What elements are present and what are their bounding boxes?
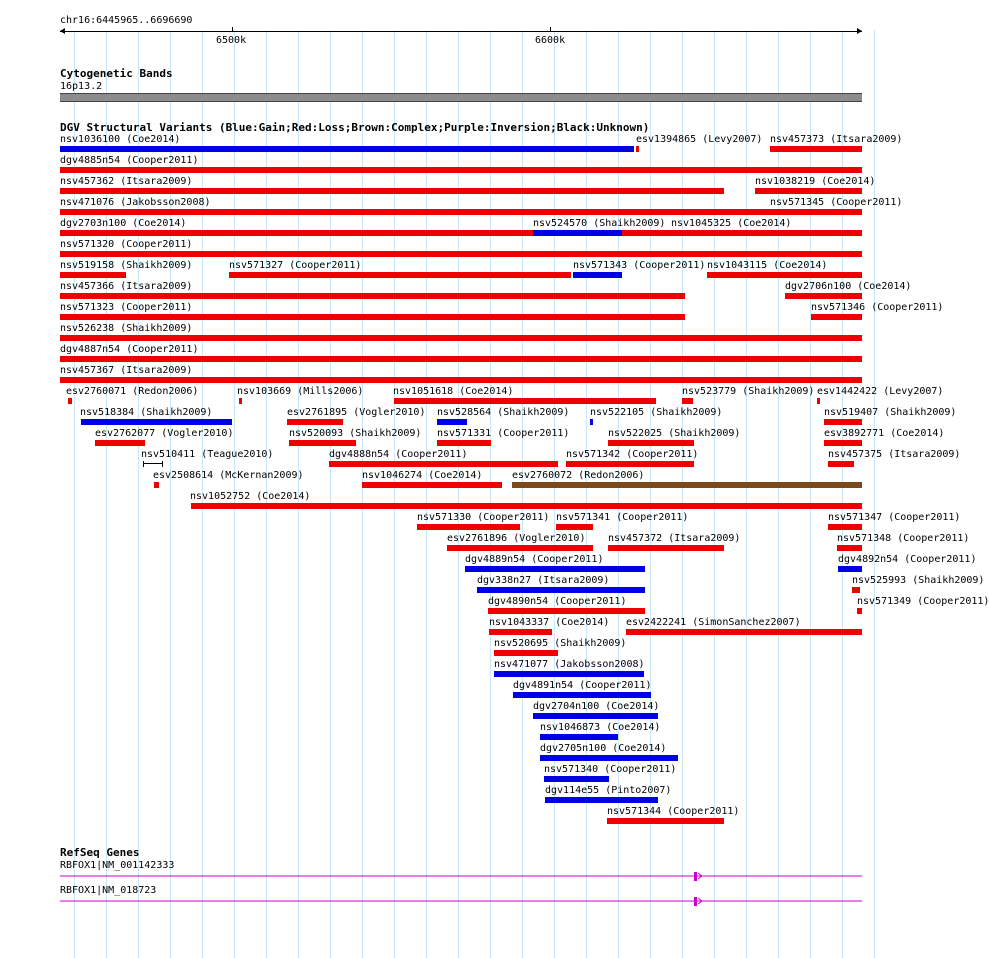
ruler-label-6600k: 6600k xyxy=(535,35,566,46)
sv-label[interactable]: nsv471077 (Jakobsson2008) xyxy=(494,659,645,670)
sv-label[interactable]: esv2508614 (McKernan2009) xyxy=(153,470,304,481)
sv-label[interactable]: nsv519407 (Shaikh2009) xyxy=(824,407,957,418)
sv-label[interactable]: dgv2706n100 (Coe2014) xyxy=(785,281,912,292)
sv-label[interactable]: nsv571341 (Cooper2011) xyxy=(556,512,689,523)
sv-label[interactable]: nsv571323 (Cooper2011) xyxy=(60,302,193,313)
sv-label[interactable]: esv1442422 (Levy2007) xyxy=(817,386,944,397)
cytogenetic-bands-title[interactable]: Cytogenetic Bands xyxy=(60,67,173,80)
sv-label[interactable]: nsv526238 (Shaikh2009) xyxy=(60,323,193,334)
sv-label[interactable]: nsv1038219 (Coe2014) xyxy=(755,176,876,187)
sv-label[interactable]: nsv524570 (Shaikh2009) xyxy=(533,218,666,229)
sv-label[interactable]: dgv338n27 (Itsara2009) xyxy=(477,575,610,586)
sv-label[interactable]: nsv571347 (Cooper2011) xyxy=(828,512,961,523)
sv-label[interactable]: nsv528564 (Shaikh2009) xyxy=(437,407,570,418)
sv-label[interactable]: dgv114e55 (Pinto2007) xyxy=(545,785,672,796)
sv-label[interactable]: nsv571331 (Cooper2011) xyxy=(437,428,570,439)
sv-label[interactable]: nsv522105 (Shaikh2009) xyxy=(590,407,723,418)
sv-label[interactable]: nsv571348 (Cooper2011) xyxy=(837,533,970,544)
sv-label[interactable]: dgv4888n54 (Cooper2011) xyxy=(329,449,468,460)
gene-label[interactable]: RBFOX1|NM_001142333 xyxy=(60,860,175,871)
sv-label[interactable]: esv2761896 (Vogler2010) xyxy=(447,533,586,544)
sv-label[interactable]: nsv571344 (Cooper2011) xyxy=(607,806,740,817)
sv-label[interactable]: nsv571340 (Cooper2011) xyxy=(544,764,677,775)
sv-label[interactable]: nsv457367 (Itsara2009) xyxy=(60,365,193,376)
sv-label[interactable]: nsv520695 (Shaikh2009) xyxy=(494,638,627,649)
sv-label[interactable]: nsv520093 (Shaikh2009) xyxy=(289,428,422,439)
sv-label[interactable]: nsv518384 (Shaikh2009) xyxy=(80,407,213,418)
sv-label[interactable]: nsv457372 (Itsara2009) xyxy=(608,533,741,544)
chromosome-position: chr16:6445965..6696690 xyxy=(60,15,193,26)
sv-label[interactable]: nsv457366 (Itsara2009) xyxy=(60,281,193,292)
sv-label[interactable]: esv2762077 (Vogler2010) xyxy=(95,428,234,439)
dgv-track-title[interactable]: DGV Structural Variants (Blue:Gain;Red:Loss;Brown:Complex;Purple:Inversion;Black:Unknown) xyxy=(60,121,650,134)
sv-label[interactable]: nsv571320 (Cooper2011) xyxy=(60,239,193,250)
sv-label[interactable]: nsv1045325 (Coe2014) xyxy=(671,218,792,229)
sv-label[interactable]: nsv519158 (Shaikh2009) xyxy=(60,260,193,271)
sv-label[interactable]: nsv571342 (Cooper2011) xyxy=(566,449,699,460)
sv-label[interactable]: dgv2704n100 (Coe2014) xyxy=(533,701,660,712)
sv-label[interactable]: nsv1043337 (Coe2014) xyxy=(489,617,610,628)
sv-label[interactable]: esv2422241 (SimonSanchez2007) xyxy=(626,617,801,628)
sv-label[interactable]: esv3892771 (Coe2014) xyxy=(824,428,945,439)
sv-label[interactable]: nsv571343 (Cooper2011) xyxy=(573,260,706,271)
sv-label[interactable]: dgv2705n100 (Coe2014) xyxy=(540,743,667,754)
sv-label[interactable]: esv2760072 (Redon2006) xyxy=(512,470,645,481)
sv-label[interactable]: nsv522025 (Shaikh2009) xyxy=(608,428,741,439)
sv-label[interactable]: dgv4887n54 (Cooper2011) xyxy=(60,344,199,355)
sv-label[interactable]: dgv4890n54 (Cooper2011) xyxy=(488,596,627,607)
sv-label[interactable]: dgv4891n54 (Cooper2011) xyxy=(513,680,652,691)
sv-label[interactable]: dgv4885n54 (Cooper2011) xyxy=(60,155,199,166)
cytoband-label: 16p13.2 xyxy=(60,81,103,92)
sv-label[interactable]: nsv510411 (Teague2010) xyxy=(141,449,274,460)
gene-exon[interactable] xyxy=(694,872,697,881)
sv-label[interactable]: nsv571349 (Cooper2011) xyxy=(857,596,989,607)
sv-label[interactable]: esv1394865 (Levy2007) xyxy=(636,134,763,145)
ruler-label-6500k: 6500k xyxy=(216,35,247,46)
sv-label[interactable]: nsv1043115 (Coe2014) xyxy=(707,260,828,271)
sv-label[interactable]: esv2761895 (Vogler2010) xyxy=(287,407,426,418)
sv-label[interactable]: nsv1052752 (Coe2014) xyxy=(190,491,311,502)
sv-label[interactable]: nsv525993 (Shaikh2009) xyxy=(852,575,985,586)
gene-exon[interactable] xyxy=(694,897,697,906)
gene-label[interactable]: RBFOX1|NM_018723 xyxy=(60,885,157,896)
sv-label[interactable]: esv2760071 (Redon2006) xyxy=(66,386,199,397)
sv-label[interactable]: nsv571327 (Cooper2011) xyxy=(229,260,362,271)
sv-label[interactable]: dgv4892n54 (Cooper2011) xyxy=(838,554,977,565)
sv-label[interactable]: dgv2703n100 (Coe2014) xyxy=(60,218,187,229)
sv-label[interactable]: nsv1046873 (Coe2014) xyxy=(540,722,661,733)
sv-label[interactable]: nsv1051618 (Coe2014) xyxy=(393,386,514,397)
sv-label[interactable]: dgv4889n54 (Cooper2011) xyxy=(465,554,604,565)
sv-label[interactable]: nsv471076 (Jakobsson2008) xyxy=(60,197,211,208)
sv-label[interactable]: nsv523779 (Shaikh2009) xyxy=(682,386,815,397)
refseq-genes-title[interactable]: RefSeq Genes xyxy=(60,846,140,859)
sv-label[interactable]: nsv457375 (Itsara2009) xyxy=(828,449,961,460)
sv-label[interactable]: nsv571330 (Cooper2011) xyxy=(417,512,550,523)
sv-label[interactable]: nsv1046274 (Coe2014) xyxy=(362,470,483,481)
sv-label[interactable]: nsv571346 (Cooper2011) xyxy=(811,302,944,313)
sv-label[interactable]: nsv1036100 (Coe2014) xyxy=(60,134,181,145)
sv-label[interactable]: nsv457373 (Itsara2009) xyxy=(770,134,903,145)
sv-label[interactable]: nsv571345 (Cooper2011) xyxy=(770,197,903,208)
sv-label[interactable]: nsv457362 (Itsara2009) xyxy=(60,176,193,187)
sv-label[interactable]: nsv103669 (Mills2006) xyxy=(237,386,364,397)
